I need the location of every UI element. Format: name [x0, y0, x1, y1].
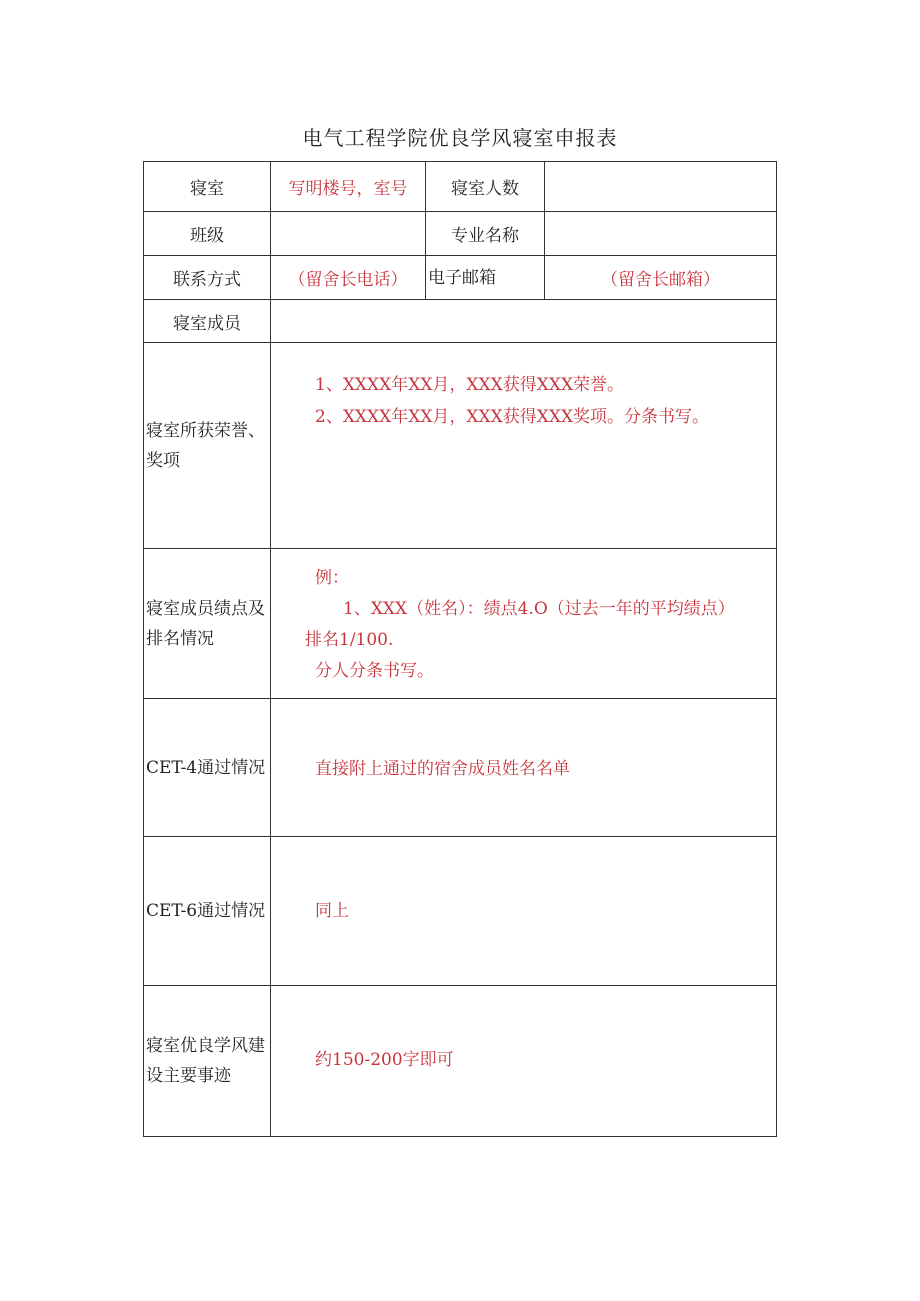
headcount-field[interactable]: [545, 162, 777, 212]
row-dorm: [144, 162, 777, 212]
dorm-field[interactable]: 写明楼号，室号: [271, 162, 426, 212]
email-field[interactable]: （留舍长邮箱）: [545, 256, 777, 300]
dorm-label: 寝室: [144, 162, 271, 212]
row-members: [144, 300, 777, 343]
row-honors: [144, 343, 777, 549]
form-title: 电气工程学院优良学风寝室申报表: [302, 126, 618, 150]
headcount-label: 寝室人数: [426, 162, 545, 212]
members-field[interactable]: [271, 300, 777, 343]
gpa-line-1: 例：: [315, 568, 349, 588]
application-form-table: [143, 161, 777, 1137]
cet4-field[interactable]: [271, 699, 777, 837]
gpa-label: 寝室成员绩点及排名情况: [144, 549, 271, 699]
major-field[interactable]: [545, 212, 777, 256]
row-class: [144, 212, 777, 256]
gpa-line-3: 排名1/100.: [305, 630, 394, 650]
honors-line-2: 2、XXXX年XX月，XXX获得XXX奖项。分条书写。: [315, 407, 710, 427]
cet4-label: CET-4通过情况: [144, 699, 271, 837]
major-label: 专业名称: [426, 212, 545, 256]
cet6-label: CET-6通过情况: [144, 837, 271, 986]
honors-field[interactable]: [271, 343, 777, 549]
row-contact: [144, 256, 777, 300]
gpa-line-2: 1、XXX（姓名）：绩点4.O（过去一年的平均绩点）: [343, 599, 735, 619]
members-label: 寝室成员: [144, 300, 271, 343]
class-label: 班级: [144, 212, 271, 256]
cet6-field[interactable]: [271, 837, 777, 986]
row-gpa: [144, 549, 777, 699]
contact-field[interactable]: （留舍长电话）: [271, 256, 426, 300]
gpa-line-4: 分人分条书写。: [315, 661, 434, 681]
email-label: 电子邮箱: [426, 256, 545, 300]
class-field[interactable]: [271, 212, 426, 256]
deeds-field[interactable]: [271, 986, 777, 1137]
row-cet4: [144, 699, 777, 837]
row-deeds: [144, 986, 777, 1137]
contact-label: 联系方式: [144, 256, 271, 300]
gpa-field[interactable]: [271, 549, 777, 699]
deeds-value: 约150-200字即可: [315, 1050, 454, 1070]
cet6-value: 同上: [315, 901, 349, 921]
row-cet6: [144, 837, 777, 986]
honors-line-1: 1、XXXX年XX月，XXX获得XXX荣誉。: [315, 375, 625, 395]
honors-label: 寝室所获荣誉、奖项: [144, 343, 271, 549]
cet4-value: 直接附上通过的宿舍成员姓名名单: [315, 759, 570, 779]
deeds-label: 寝室优良学风建设主要事迹: [144, 986, 271, 1137]
